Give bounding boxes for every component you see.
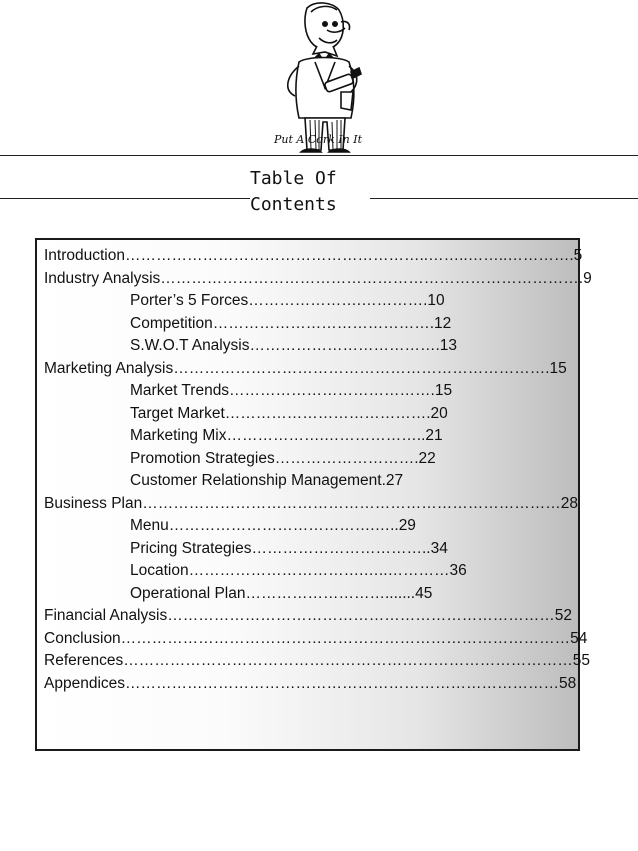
toc-subentry: Promotion Strategies……………………….22 (130, 449, 436, 467)
toc-subentry: Marketing Mix……………….………………..21 (130, 427, 443, 444)
header-rule-top (0, 155, 638, 156)
toc-subentry: Pricing Strategies……………………………..34 (130, 539, 448, 557)
toc-subentry: Market Trends………………………………….15 (130, 382, 453, 399)
toc-entry: Industry Analysis……………………………………………………………………….9 (44, 269, 592, 287)
title-line-1: Table Of (250, 168, 337, 189)
title-line-2: Contents (250, 194, 337, 215)
page-title (250, 166, 370, 218)
toc-entry: Conclusion……………………………………………………………………………54 (44, 629, 588, 647)
logo-caption: Put A Cork In It (274, 133, 362, 146)
toc-entry: Marketing Analysis……………………………………………………………….15 (44, 359, 567, 377)
toc-subentry: Porter’s 5 Forces………………….………….10 (130, 292, 445, 309)
toc-entry: Introduction…………………………………………………..……..……..………….5 (44, 247, 583, 264)
toc-subentry: Menu………………………………….…..29 (130, 517, 416, 534)
toc-entry: References……………………………………………………………………………55 (44, 652, 591, 669)
toc-subentry: Operational Plan……………………….......45 (130, 584, 433, 602)
toc-entry: Appendices…………………………………………………………………………58 (44, 674, 577, 692)
toc-subentry: Customer Relationship Management.27 (130, 472, 404, 489)
toc-subentry: S.W.O.T Analysis……………………………….13 (130, 337, 457, 354)
toc-subentry: Target Market………………………………….20 (130, 404, 448, 422)
toc-subentry: Competition…………………………………….12 (130, 314, 452, 332)
toc-entry: Financial Analysis…………………………………………………………………52 (44, 607, 572, 624)
toc-entry: Business Plan………………………………………………………………………28 (44, 494, 578, 512)
toc-subentry: Location…………………………….…..…………36 (130, 562, 467, 579)
